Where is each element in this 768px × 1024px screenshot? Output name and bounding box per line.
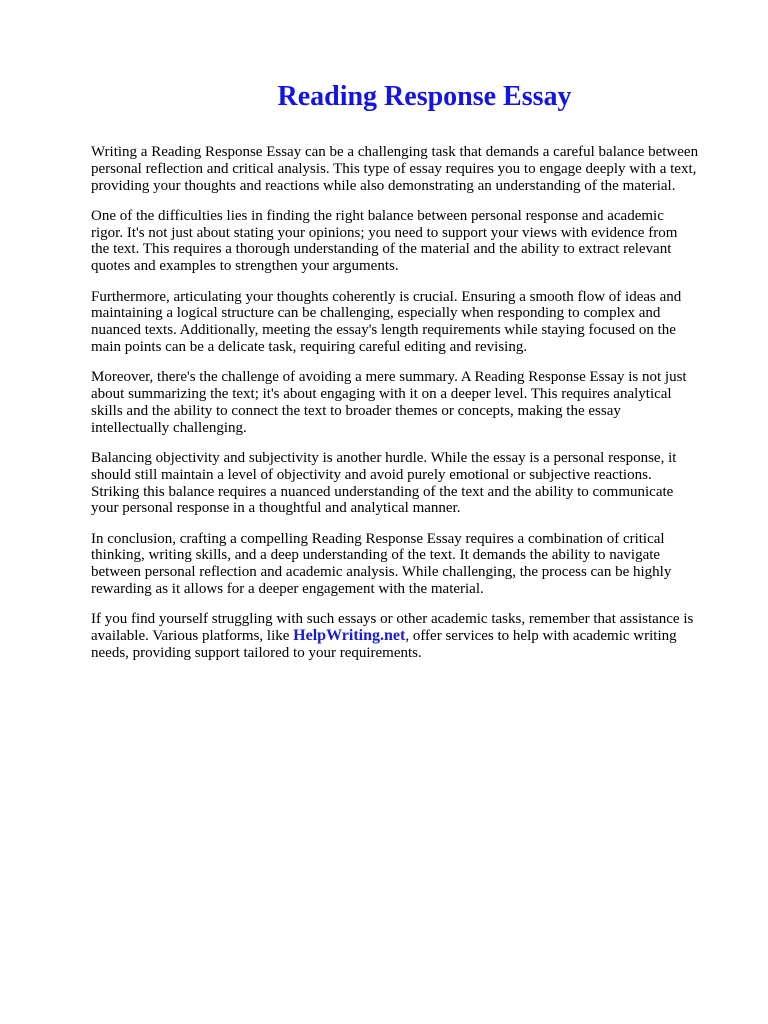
- paragraph-line: Writing a Reading Response Essay can be a challenging task that demands a careful balance between: [91, 144, 699, 160]
- paragraph-line: the text. This requires a thorough understanding of the material and the ability to extract relevant: [91, 241, 672, 258]
- paragraph-line: Balancing objectivity and subjectivity is another hurdle. While the essay is a personal response, it: [91, 449, 677, 466]
- paragraph-line: One of the difficulties lies in finding the right balance between personal response and academic: [91, 207, 664, 224]
- paragraph-line: thinking, writing skills, and a deep understanding of the text. It demands the ability to navigate: [91, 547, 661, 564]
- paragraph-line: rewarding as it allows for a deeper engagement with the material.: [91, 581, 484, 598]
- paragraph-line: maintaining a logical structure can be challenging, especially when responding to complex and: [91, 305, 661, 322]
- paragraph-line: rigor. It's not just about stating your opinions; you need to support your views with evidence from: [91, 224, 678, 241]
- paragraph-line: skills and the ability to connect the text to broader themes or concepts, making the essay: [91, 402, 621, 419]
- paragraph-7: [91, 611, 720, 661]
- paragraph-line: Moreover, there's the challenge of avoiding a mere summary. A Reading Response Essay is not just: [91, 369, 687, 386]
- paragraph-line: personal reflection and critical analysis. This type of essay requires you to engage deeply with a text,: [91, 160, 697, 177]
- paragraph-line: In conclusion, crafting a compelling Reading Response Essay requires a combination of critical: [91, 530, 665, 547]
- document-title: Reading Response Essay: [277, 81, 572, 112]
- paragraph-line: about summarizing the text; it's about engaging with it on a deeper level. This requires analytical: [91, 386, 672, 403]
- paragraph-4: [91, 369, 720, 436]
- link-suffix-text: , offer services to help with academic writing: [405, 628, 677, 645]
- paragraph-line: nuanced texts. Additionally, meeting the essay's length requirements while staying focused on the: [91, 322, 676, 339]
- link-prefix-text: available. Various platforms, like: [91, 628, 294, 645]
- paragraph-2: [91, 208, 720, 275]
- paragraph-line: If you find yourself struggling with such essays or other academic tasks, remember that assistance is: [91, 611, 694, 628]
- paragraph-5: [91, 450, 720, 517]
- paragraph-line: your personal response in a thoughtful and analytical manner.: [91, 500, 461, 517]
- paragraph-line: Striking this balance requires a nuanced understanding of the text and the ability to communicate: [91, 483, 674, 500]
- paragraph-line-with-link: [91, 628, 720, 645]
- paragraph-line: between personal reflection and academic analysis. While challenging, the process can be highly: [91, 564, 672, 581]
- paragraph-3: [91, 289, 720, 356]
- paragraph-1: [91, 144, 720, 194]
- helpwriting-link[interactable]: HelpWriting.net: [293, 627, 406, 645]
- document-body: [91, 144, 720, 662]
- paragraph-line: main points can be a delicate task, requiring careful editing and revising.: [91, 338, 528, 355]
- paragraph-line: intellectually challenging.: [91, 419, 247, 436]
- paragraph-line: Furthermore, articulating your thoughts coherently is crucial. Ensuring a smooth flow of ideas and: [91, 288, 682, 305]
- paragraph-6: [91, 531, 720, 598]
- paragraph-line: should still maintain a level of objectivity and avoid purely emotional or subjective reactions.: [91, 466, 652, 483]
- paragraph-line: needs, providing support tailored to your requirements.: [91, 644, 422, 661]
- paragraph-line: quotes and examples to strengthen your arguments.: [91, 258, 399, 275]
- paragraph-line: providing your thoughts and reactions while also demonstrating an understanding of the material.: [91, 177, 676, 194]
